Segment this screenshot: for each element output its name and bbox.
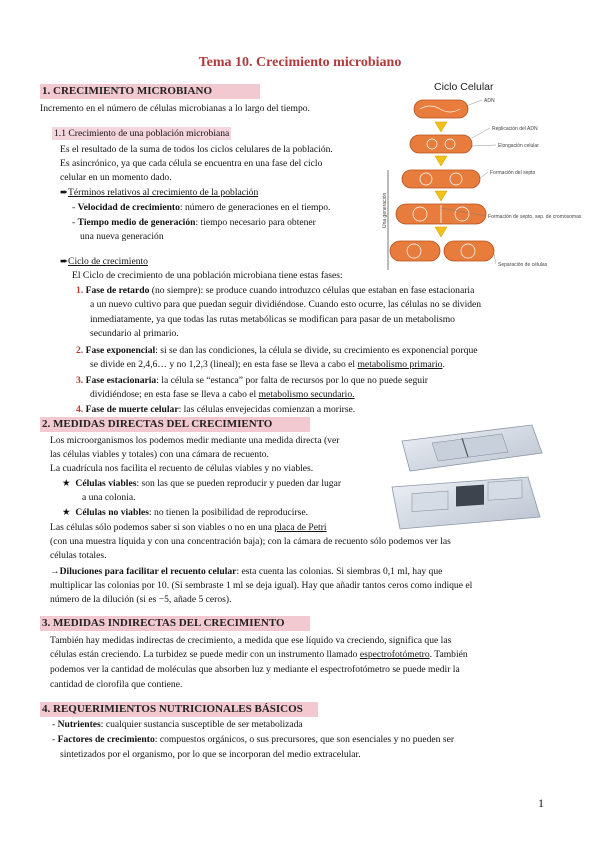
s3-line-3: podemos ver la cantidad de moléculas que absorben luz y mediante el espectrofotómetro se puede medir la xyxy=(50,664,460,675)
metabolismo-primario-link: metabolismo primario xyxy=(357,359,443,370)
s2-paragraph-5: (con una muestra líquida y con una concentración baja); con la cámara de recuento sólo podemos ver las xyxy=(50,536,451,547)
section-2-heading: 2. MEDIDAS DIRECTAS DEL CRECIMIENTO xyxy=(40,417,310,432)
term-velocidad: - Velocidad de crecimiento: número de generaciones en el tiempo. xyxy=(72,202,331,213)
s1-paragraph-2: Es asincrónico, ya que cada célula se encuentra en una fase del ciclo xyxy=(60,158,323,169)
section-1-heading: 1. CRECIMIENTO MICROBIANO xyxy=(40,84,260,99)
arrow-icon: ➨ xyxy=(60,187,69,198)
page-number: 1 xyxy=(538,796,544,810)
phase-1-cont-c: inmediatamente, ya que todas las rutas metabólicas se modifican para pasar de un metabolismo xyxy=(90,314,455,325)
label-adn: ADN xyxy=(484,98,495,104)
s3-line-2: células están creciendo. La turbidez se puede medir con un instrumento llamado espectrofotómetro. También xyxy=(50,649,468,660)
espectrofotometro-link: espectrofotómetro xyxy=(359,649,430,660)
phase-1: 1. Fase de retardo (no siempre): se produce cuando introduzco células que estaban en fase estacionaria xyxy=(76,285,475,296)
phase-1-cont-b: a un nuevo cultivo para que puedan seguir dividiéndose. Cuando esto ocurre, las células no se dividen xyxy=(90,299,482,310)
figure-title: Ciclo Celular xyxy=(434,81,494,93)
arrow-down-icon xyxy=(435,191,447,201)
arrow-icon: ➨ xyxy=(60,256,69,267)
label-separacion: Separación de células xyxy=(498,262,548,268)
bullet-viables: ★ Células viables: son las que se pueden reproducir y pueden dar lugar xyxy=(62,478,342,489)
counting-chamber-image xyxy=(392,421,546,531)
terms-heading: ➨Términos relativos al crecimiento de la población xyxy=(60,187,259,198)
s2-paragraph-3: La cuadrícula nos facilita el recuento de células viables y no viables. xyxy=(50,463,314,474)
page-title: Tema 10. Crecimiento microbiano xyxy=(198,55,402,70)
cell-cycle-diagram xyxy=(380,78,582,288)
bullet-viables-cont: a una colonia. xyxy=(82,492,136,503)
phase-1-cont-d: secundario al primario. xyxy=(90,328,179,339)
ciclo-heading: ➨Ciclo de crecimiento xyxy=(60,256,148,267)
factores-item-cont: sintetizados por el organismo, por lo que se incorporan del medio extracelular. xyxy=(60,749,361,760)
figure-side-label: Una generación xyxy=(382,192,388,228)
s3-line-1: También hay medidas indirectas de crecimiento, a medida que ese líquido va creciendo, significa que las xyxy=(50,635,452,646)
star-icon: ★ xyxy=(62,507,71,518)
counting-chamber-illustration xyxy=(392,421,546,531)
diluciones-line-2: multiplicar las colonias por 10. (Si sembraste 1 ml se deja igual). Hay que añadir tantos ceros como indique el xyxy=(50,580,473,591)
phase-4: 4. Fase de muerte celular: las células envejecidas comienzan a morirse. xyxy=(76,404,356,415)
section-4-heading: 4. REQUERIMIENTOS NUTRICIONALES BÁSICOS xyxy=(40,702,318,717)
s2-paragraph-6: células totales. xyxy=(50,550,107,561)
section-1-intro: Incremento en el número de células microbianas a lo largo del tiempo. xyxy=(40,103,310,114)
placa-petri-link: placa de Petri xyxy=(274,522,327,533)
cell-cycle-figure xyxy=(380,78,582,288)
phase-2-cont: se divide en 2,4,6… y no 1,2,3 (lineal); en esta fase se lleva a cabo el metabolismo primario. xyxy=(90,359,445,370)
s1-paragraph-1: Es el resultado de la suma de todos los ciclos celulares de la población. xyxy=(60,144,333,155)
factores-item: - Factores de crecimiento: compuestos orgánicos, o sus precursores, que son esenciales y no pueden ser xyxy=(52,734,455,745)
arrow-down-icon xyxy=(435,227,447,237)
phase-3: 3. Fase estacionaria: la célula se “estanca” por falta de recursos por lo que no puede seguir xyxy=(76,375,428,386)
star-icon: ★ xyxy=(62,478,71,489)
s2-paragraph-1: Los microorganismos los podemos medir mediante una medida directa (ver xyxy=(50,435,340,446)
s2-paragraph-2: las células viables y totales) con una cámara de recuento. xyxy=(50,449,269,460)
section-3-heading: 3. MEDIDAS INDIRECTAS DEL CRECIMIENTO xyxy=(40,616,310,631)
label-septo: Formación del septo xyxy=(490,170,536,176)
s1-paragraph-3: celular en un momento dado. xyxy=(60,172,172,183)
label-elongacion: Elongación celular xyxy=(498,143,539,149)
cell-3 xyxy=(402,170,480,188)
metabolismo-secundario-link: metabolismo secundario. xyxy=(258,389,355,400)
s3-line-4: cantidad de clorofila que contiene. xyxy=(50,679,183,690)
bullet-no-viables: ★ Células no viables: no tienen la posibilidad de reproducirse. xyxy=(62,507,309,518)
subsection-1-1-heading: 1.1 Crecimiento de una población microbiana xyxy=(54,128,230,139)
label-sep-cromosomas: Formación de septo, sep. de cromosomas xyxy=(488,214,582,220)
cell-2 xyxy=(410,135,472,153)
arrow-down-icon xyxy=(435,156,447,166)
term-tiempo-medio: - Tiempo medio de generación: tiempo necesario para obtener xyxy=(72,217,316,228)
diluciones-line-1: →Diluciones para facilitar el recuento celular: esta cuenta las colonias. Si siembras 0,1 ml, hay que xyxy=(50,566,443,577)
diluciones-line-3: número de la dilución (si es −5, añade 5 ceros). xyxy=(50,594,232,605)
s2-paragraph-4: Las células sólo podemos saber si son viables o no en una placa de Petri xyxy=(50,522,327,533)
arrow-down-icon xyxy=(435,122,447,132)
phase-3-cont: dividiéndose; en esta fase se lleva a cabo el metabolismo secundario. xyxy=(90,389,355,400)
phase-2: 2. Fase exponencial: si se dan las condiciones, la célula se divide, su crecimiento es exponencial porque xyxy=(76,345,478,356)
nutrientes-item: - Nutrientes: cualquier sustancia susceptible de ser metabolizada xyxy=(52,719,303,730)
label-replicacion: Replicación del ADN xyxy=(492,126,538,132)
ciclo-intro: El Ciclo de crecimiento de una población microbiana tiene estas fases: xyxy=(72,270,343,281)
term-tiempo-medio-cont: una nueva generación xyxy=(80,231,164,242)
